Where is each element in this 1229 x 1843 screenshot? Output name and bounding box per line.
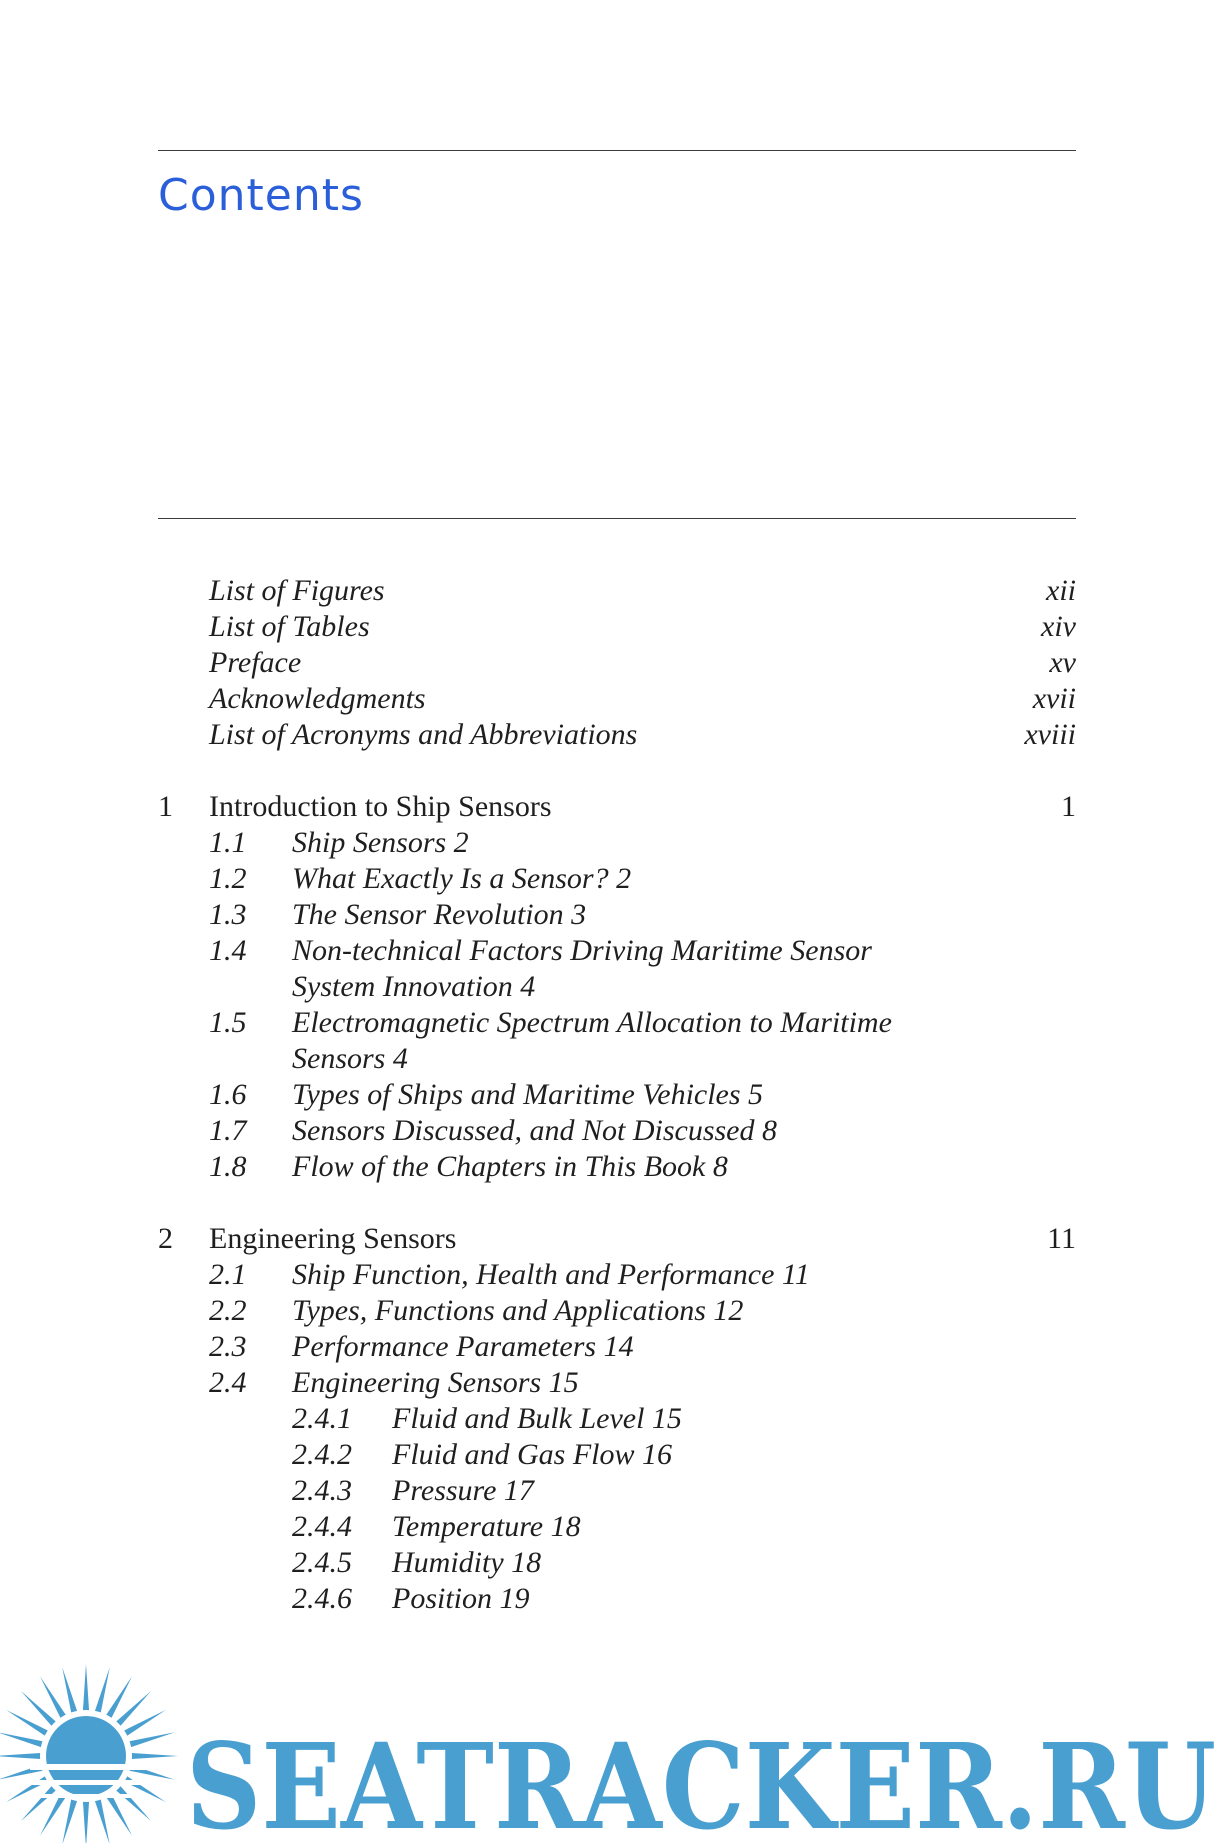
section-number: 2.4 (209, 1366, 247, 1399)
toc-page-number: xviii (1024, 718, 1076, 751)
section-rule (158, 518, 1076, 519)
sun-ray (0, 1732, 44, 1748)
chapter-number: 2 (158, 1222, 173, 1255)
page-title: Contents (158, 170, 364, 221)
section-label: Performance Parameters 14 (292, 1330, 634, 1363)
subsection-label: Position 19 (392, 1582, 530, 1615)
toc-page-number: xiv (1041, 610, 1076, 643)
section-label: Electromagnetic Spectrum Allocation to Maritime (292, 1006, 892, 1039)
subsection-label: Pressure 17 (392, 1474, 534, 1507)
toc-front-list-of-figures[interactable] (209, 573, 385, 609)
section-number: 1.3 (209, 898, 247, 931)
toc-front-acronyms[interactable] (209, 717, 637, 753)
toc-entry-label: Preface (209, 646, 302, 679)
subsection-label: Fluid and Gas Flow 16 (392, 1438, 673, 1471)
chapter-number: 1 (158, 790, 173, 823)
subsection-number: 2.4.2 (292, 1438, 352, 1471)
subsection-number: 2.4.3 (292, 1474, 352, 1507)
toc-page-number: 11 (1047, 1222, 1076, 1255)
sun-ray (62, 1798, 78, 1843)
subsection-label: Humidity 18 (392, 1546, 542, 1579)
toc-front-acknowledgments[interactable] (209, 681, 426, 717)
sun-ray (94, 1667, 110, 1714)
section-label: Sensors 4 (292, 1042, 408, 1075)
toc-page-number: xv (1049, 646, 1076, 679)
section-label: Flow of the Chapters in This Book 8 (292, 1150, 728, 1183)
section-number: 1.6 (209, 1078, 247, 1111)
subsection-number: 2.4.5 (292, 1546, 352, 1579)
section-label: Ship Sensors 2 (292, 826, 469, 859)
sun-ray (0, 1753, 42, 1759)
top-rule (158, 150, 1076, 151)
section-number: 2.3 (209, 1330, 247, 1363)
section-number: 1.1 (209, 826, 247, 859)
sun-ray (94, 1798, 110, 1843)
section-number: 1.7 (209, 1114, 247, 1147)
chapter-title: Engineering Sensors (209, 1222, 457, 1255)
toc-entry-label: List of Figures (209, 574, 385, 607)
section-label: System Innovation 4 (292, 970, 536, 1003)
section-number: 1.8 (209, 1150, 247, 1183)
section-label: Engineering Sensors 15 (292, 1366, 579, 1399)
subsection-label: Temperature 18 (392, 1510, 581, 1543)
toc-entry-label: List of Tables (209, 610, 370, 643)
section-label: Types of Ships and Maritime Vehicles 5 (292, 1078, 764, 1111)
sun-icon (0, 1664, 178, 1843)
sun-ray (130, 1753, 178, 1759)
section-number: 1.5 (209, 1006, 247, 1039)
sun-ray (62, 1667, 78, 1714)
subsection-number: 2.4.6 (292, 1582, 352, 1615)
section-number: 1.4 (209, 934, 247, 967)
toc-page-number: xvii (1032, 682, 1076, 715)
sun-ray (128, 1732, 175, 1748)
watermark-text: SEATRACKER.RU (186, 1717, 1216, 1843)
subsection-number: 2.4.4 (292, 1510, 352, 1543)
section-label: Types, Functions and Applications 12 (292, 1294, 744, 1327)
section-label: Sensors Discussed, and Not Discussed 8 (292, 1114, 777, 1147)
toc-front-preface[interactable] (209, 645, 301, 681)
section-label: The Sensor Revolution 3 (292, 898, 587, 931)
watermark-logo (0, 1660, 1229, 1843)
section-number: 1.2 (209, 862, 247, 895)
toc-front-list-of-tables[interactable] (209, 609, 370, 645)
sun-ray (83, 1800, 89, 1843)
toc-page-number: 1 (1061, 790, 1076, 823)
section-number: 2.2 (209, 1294, 247, 1327)
section-number: 2.1 (209, 1258, 247, 1291)
toc-entry-label: List of Acronyms and Abbreviations (209, 718, 638, 751)
toc-entry-label: Acknowledgments (209, 682, 426, 715)
subsection-label: Fluid and Bulk Level 15 (392, 1402, 682, 1435)
chapter-title: Introduction to Ship Sensors (209, 790, 552, 823)
section-label: What Exactly Is a Sensor? 2 (292, 862, 632, 895)
sun-ray (83, 1664, 89, 1712)
subsection-number: 2.4.1 (292, 1402, 352, 1435)
section-label: Non-technical Factors Driving Maritime Sensor (292, 934, 872, 967)
toc-page-number: xii (1046, 574, 1076, 607)
section-label: Ship Function, Health and Performance 11 (292, 1258, 810, 1291)
